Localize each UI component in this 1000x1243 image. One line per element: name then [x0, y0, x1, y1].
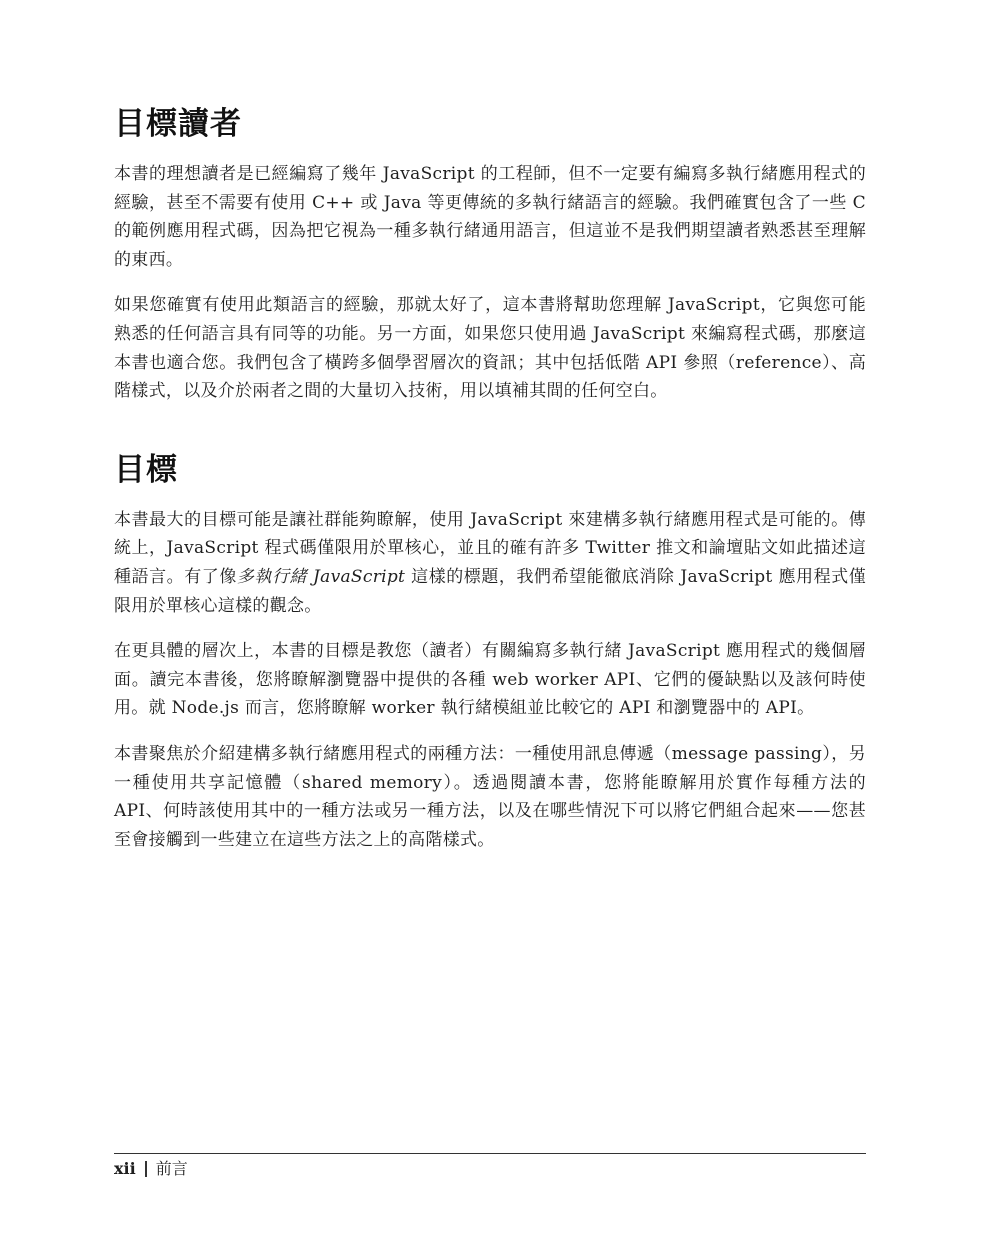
section-heading-goals: 目標: [114, 451, 178, 488]
section-heading-target-readers: 目標讀者: [114, 106, 242, 142]
goals-paragraph-2: 在更具體的層次上，本書的目標是教您（讀者）有關編寫多執行緒 JavaScript 應用程式的幾個層面。讀完本書後，您將瞭解瀏覽器中提供的各種 web worker API、它們的優缺點以及該何時使用。就 Node.js 而言，您將瞭解 worker 執行緒模組並比較它的 API 和瀏覽器中的 API。: [114, 641, 866, 719]
footer-section-name: 前言: [155, 1159, 188, 1178]
goals-paragraph-3: 本書聚焦於介紹建構多執行緒應用程式的兩種方法：一種使用訊息傳遞（message passing），另一種使用共享記憶體（shared memory）。透過閱讀本書，您將能瞭解用於實作每種方法的 API、何時該使用其中的一種方法或另一種方法，以及在哪些情況下可以將它們組合起來——您甚至會接觸到一些建立在這些方法之上的高階樣式。: [114, 743, 866, 850]
goals-paragraph-1: [114, 506, 866, 620]
page-number: xii: [114, 1159, 136, 1178]
book-title-italic: 多執行緒 JavaScript: [236, 566, 406, 587]
goals-paragraph-1-end: 這樣的標題，我們希望能徹底消除 JavaScript 應用程式僅限用於單核心這樣的觀念。: [114, 566, 866, 616]
readers-paragraph-2: 如果您確實有使用此類語言的經驗，那就太好了，這本書將幫助您理解 JavaScript，它與您可能熟悉的任何語言具有同等的功能。另一方面，如果您只使用過 JavaScript 來編寫程式碼，那麼這本書也適合您。我們包含了橫跨多個學習層次的資訊；其中包括低階 API 參照（reference）、高階樣式，以及介於兩者之間的大量切入技術，用以填補其間的任何空白。: [114, 295, 866, 402]
goals-paragraph-1-start: 本書最大的目標可能是讓社群能夠瞭解，使用 JavaScript 來建構多執行緒應用程式是可能的。傳統上，JavaScript 程式碼僅限用於單核心，並且的確有許多 Twitter 推文和論壇貼文如此描述這種語言。有了像: [114, 509, 866, 587]
readers-paragraph-1: 本書的理想讀者是已經編寫了幾年 JavaScript 的工程師，但不一定要有編寫多執行緒應用程式的經驗，甚至不需要有使用 C++ 或 Java 等更傳統的多執行緒語言的經驗。我們確實包含了一些 C 的範例應用程式碼，因為把它視為一種多執行緒通用語言，但這並不是我們期望讀者熟悉甚至理解的東西。: [114, 164, 866, 270]
footer-separator: [145, 1161, 147, 1177]
page-body: [114, 98, 866, 871]
page-footer: [114, 1153, 866, 1180]
